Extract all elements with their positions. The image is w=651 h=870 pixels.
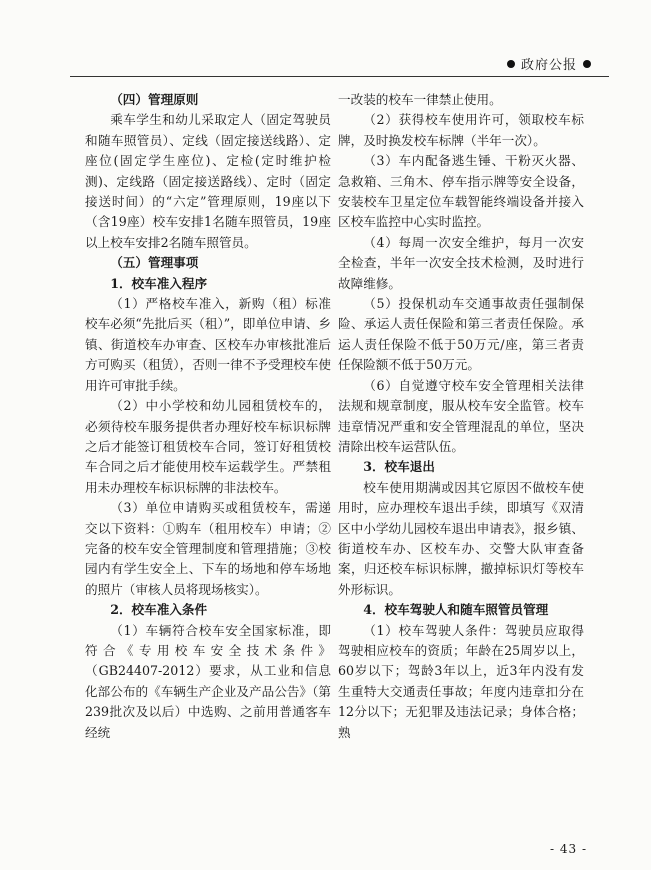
paragraph: （2）获得校车使用许可，领取校车标牌，及时换发校车标牌（半年一次）。 xyxy=(338,112,584,148)
section-heading: 3．校车退出 xyxy=(363,459,435,475)
section-heading: 4．校车驾驶人和随车照管员管理 xyxy=(363,602,549,618)
paragraph: （1）车辆符合校车安全国家标准，即符合《专用校车安全技术条件》（GB24407-2012）要求，从工业和信息化部公布的《车辆生产企业及产品公告》（第239批次及以后）中选购、之前用普通客车经统 xyxy=(85,622,331,740)
section-heading: （五）管理事项 xyxy=(110,255,199,271)
paragraph: （5）投保机动车交通事故责任强制保险、承运人责任保险和第三者责任保险。承运人责任保险不低于50万元/座，第三者责任保险额不低于50万元。 xyxy=(338,296,584,373)
paragraph: 校车使用期满或因其它原因不做校车使用时，应办理校车退出手续，即填写《双清区中小学幼儿园校车退出申请表》，报乡镇、街道校车办、区校车办、交警大队审查备案，归还校车标识标牌，撤掉标识灯等校车外形标识。 xyxy=(338,479,584,597)
header-rule xyxy=(70,76,609,77)
paragraph: （3）单位申请购买或租赁校车，需递交以下资料：①购车（租用校车）申请；②完备的校车安全管理制度和管理措施；③校园内有学生安全上、下车的场地和停车场地的照片（审核人员将现场核实）。 xyxy=(85,500,331,597)
page-number: - 43 - xyxy=(549,842,587,856)
header-title xyxy=(507,54,591,73)
paragraph: 乘车学生和幼儿采取定人（固定驾驶员和随车照管员）、定线（固定接送线路）、定座位(固定学生座位)、定检(定时维护检测)、定线路（固定接送路线）、定时（固定接送时间）的“六定”管理原则，19座以下（含19座）校车安排1名随车照管员，19座以上校车安排2名随车照管员。 xyxy=(85,112,331,250)
paragraph-continuation: 一改装的校车一律禁止使用。 xyxy=(338,92,502,107)
bullet-dot-icon xyxy=(583,60,591,68)
section-heading: （四）管理原则 xyxy=(110,92,199,107)
page-header xyxy=(0,0,651,80)
paragraph: （1）严格校车准入，新购（租）标准校车必须“先批后买（租）”，即单位申请、乡镇、街道校车办审查、区校车办审核批准后方可购买（租赁），否则一律不予受理校车使用许可审批手续。 xyxy=(85,296,331,393)
paragraph: （2）中小学校和幼儿园租赁校车的，必须待校车服务提供者办理好校车标识标牌之后才能签订租赁校车合同，签订好租赁校车合同之后才能使用校车运载学生。严禁租用未办理校车标识标牌的非法校车。 xyxy=(85,398,331,495)
paragraph: （3）车内配备逃生锤、干粉灭火器、急救箱、三角木、停车指示牌等安全设备，安装校车卫星定位车载智能终端设备并接入区校车监控中心实时监控。 xyxy=(338,153,584,230)
right-column xyxy=(338,90,584,743)
section-heading: 2．校车准入条件 xyxy=(110,602,208,618)
header-title-text: 政府公报 xyxy=(520,58,577,73)
section-heading: 1．校车准入程序 xyxy=(110,275,208,291)
left-column xyxy=(85,90,331,743)
paragraph: （1）校车驾驶人条件：驾驶员应取得驾驶相应校车的资质；年龄在25周岁以上，60岁以下；驾龄3年以上，近3年内没有发生重特大交通责任事故；年度内违章扣分在12分以下；无犯罪及违法记录；身体合格；熟 xyxy=(338,622,584,740)
bullet-dot-icon xyxy=(507,60,515,68)
paragraph: （4）每周一次安全维护，每月一次安全检查，半年一次安全技术检测，及时进行故障维修。 xyxy=(338,234,584,291)
paragraph: （6）自觉遵守校车安全管理相关法律法规和规章制度，服从校车安全监管。校车违章情况严重和安全管理混乱的单位，坚决清除出校车运营队伍。 xyxy=(338,377,584,454)
